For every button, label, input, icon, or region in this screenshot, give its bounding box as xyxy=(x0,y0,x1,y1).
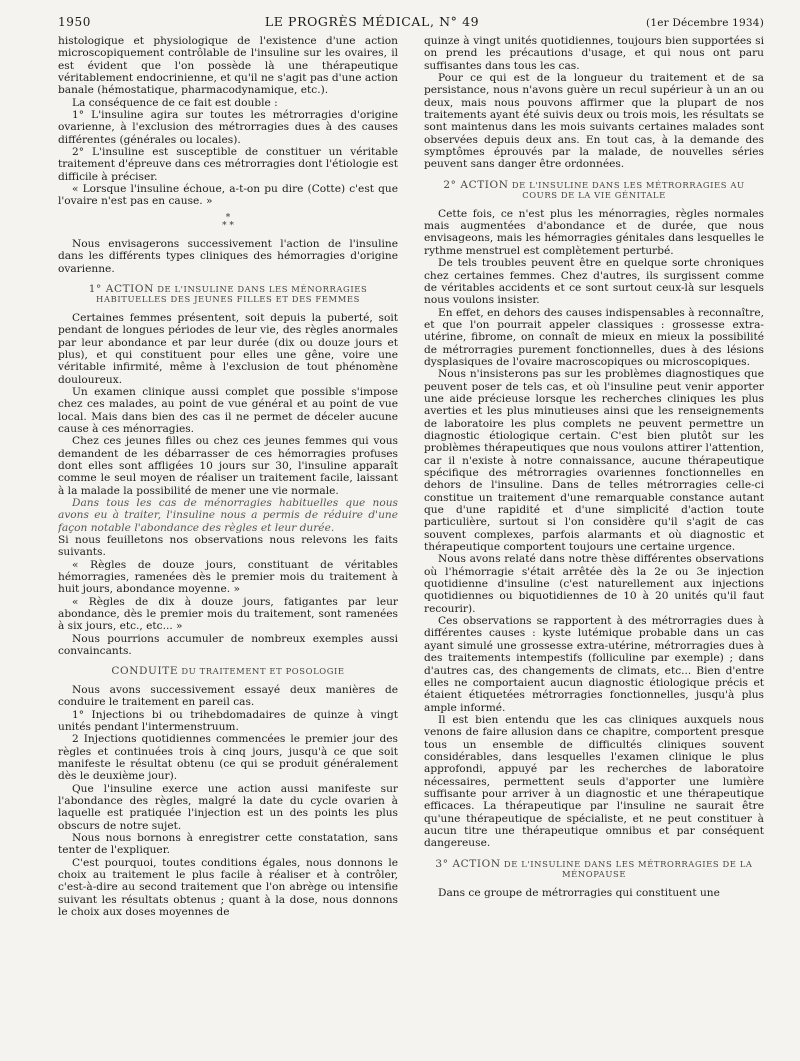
paragraph: Chez ces jeunes filles ou chez ces jeunes femmes qui vous demandent de les débarrasser de ces hémorragies profuses dont elles sont affligées 10 jours sur 30, l'insuline apparaît comme le seul moyen de réaliser un traitement facile, laissant à la malade la possibilité de mener une vie normale. xyxy=(58,435,398,497)
section-heading xyxy=(430,859,758,880)
section-heading-lead: 2° ACTION xyxy=(443,178,509,191)
paragraph: Nous avons successivement essayé deux manières de conduire le traitement en pareil cas. xyxy=(58,683,398,709)
separator-star-bottom: * * xyxy=(222,220,234,231)
paragraph: Cette fois, ce n'est plus les ménorragies, règles normales mais augmentées d'abondance et de durée, que nous envisageons, mais les hémorragies génitales dans lesquelles le rythme menstruel est complètement perturbé. xyxy=(424,207,764,257)
paragraph: quinze à vingt unités quotidiennes, toujours bien supportées si on prend les précautions d'usage, et qui nous ont paru suffisantes dans tous les cas. xyxy=(424,35,764,72)
text-columns xyxy=(58,35,764,1035)
paragraph: De tels troubles peuvent être en quelque sorte chroniques chez certaines femmes. Chez d'autres, ils surgissent comme de véritables accidents et ce sont surtout ceux-là sur lesquels nous voulons insister. xyxy=(424,257,764,307)
running-header xyxy=(58,14,764,29)
paragraph: Que l'insuline exerce une action aussi manifeste sur l'abondance des règles, malgré la date du cycle ovarien à laquelle est pratiquée l'injection est un des points les plus obscurs de notre sujet. xyxy=(58,782,398,832)
paragraph: Ces observations se rapportent à des métrorragies dues à différentes causes : kyste lutémique probable dans un cas ayant simulé une grossesse extra-utérine, métrorragies dues à des traitements intempestifs (folliculine par exemple) ; dans d'autres cas, des changements de climats, etc... Bien d'entre elles ne comportaient aucun diagnostic étiologique précis et étaient étiquetées métrorragies fonctionnelles, jusqu'à plus ample informé. xyxy=(424,615,764,714)
paragraph: histologique et physiologique de l'existence d'une action microscopiquement contrôlable de l'insuline sur les ovaires, il est évident que l'on possède là une thérapeutique véritablement endocrinienne, et qu'il ne s'agit pas d'une action banale (hémostatique, pharmacodynamique, etc.). xyxy=(58,35,398,97)
section-heading-lead: 3° ACTION xyxy=(435,857,501,870)
paragraph: 2 Injections quotidiennes commencées le premier jour des règles et continuées trois à cinq jours, jusqu'à ce que soit manifeste le résultat obtenu (ce qui se produit généralement dès le deuxième jour). xyxy=(58,733,398,783)
paragraph: Si nous feuilletons nos observations nous relevons les faits suivants. xyxy=(58,534,398,559)
paragraph: 2° L'insuline est susceptible de constituer un véritable traitement d'épreuve dans ces métrorragies dont l'étiologie est difficile à préciser. xyxy=(58,146,399,183)
paragraph: La conséquence de ce fait est double : xyxy=(72,96,278,109)
paragraph: Nous avons relaté dans notre thèse différentes observations où l'hémorragie s'était arrêtée dès la 2e ou 3e injection quotidienne d'insuline (c'est naturellement aux injections quotidiennes ou biquotidiennes de 10 à 20 unités qu'il faut recourir). xyxy=(424,553,764,615)
paragraph-italic: Dans tous les cas de ménorragies habituelles que nous avons eu à traiter, l'insuline nous a permis de réduire d'une façon notable l'abondance des règles et leur durée. xyxy=(58,497,398,534)
section-heading xyxy=(430,180,758,201)
section-heading-lead: 1° ACTION xyxy=(88,282,154,295)
section-separator xyxy=(58,214,398,230)
paragraph: « Lorsque l'insuline échoue, a-t-on pu dire (Cotte) c'est que l'ovaire n'est pas en cause. » xyxy=(58,183,398,208)
paragraph: Dans ce groupe de métrorragies qui constituent une xyxy=(438,886,720,899)
right-column xyxy=(424,35,764,1035)
section-heading-text: DE L'INSULINE DANS LES MÉNORRAGIES HABITUELLES DES JEUNES FILLES ET DES FEMMES xyxy=(96,283,368,305)
section-heading-lead: CONDUITE xyxy=(111,665,179,678)
paragraph: 1° Injections bi ou trihebdomadaires de quinze à vingt unités pendant l'intermenstruum. xyxy=(58,708,398,733)
section-heading xyxy=(64,284,392,305)
paragraph: Un examen clinique aussi complet que possible s'impose chez ces malades, au point de vue général et au point de vue local. Mais dans bien des cas il ne permet de déceler aucune cause à ces ménorragies. xyxy=(58,385,398,435)
paragraph: C'est pourquoi, toutes conditions égales, nous donnons le choix au traitement le plus facile à réaliser et à contrôler, c'est-à-dire au second traitement que l'on abrège ou intensifie suivant les résultats obtenus ; quant à la dose, nous donnons le choix aux doses moyennes de xyxy=(58,856,398,919)
section-heading-text: DE L'INSULINE DANS LES MÉTRORRAGIES DE LA MÉNOPAUSE xyxy=(503,858,753,880)
paragraph: Il est bien entendu que les cas cliniques auxquels nous venons de faire allusion dans ce chapitre, comportent presque tous un ensemble de difficultés cliniques souvent considérables, dans lesquelles l'examen clinique le plus approfondi, appuyé par les recherches de laboratoire nécessaires, permettent seuls d'apporter une lumière suffisante pour arriver à un diagnostic et une thérapeutique efficaces. La thérapeutique par l'insuline ne saurait être qu'une thérapeutique de spécialiste, et ne peut constituer à aucun titre une thérapeutique omnibus et par conséquent dangereuse. xyxy=(424,713,764,850)
page-number: 1950 xyxy=(58,15,91,29)
section-heading xyxy=(64,666,392,677)
separator-star-top: * xyxy=(225,212,231,223)
section-heading-text: DE L'INSULINE DANS LES MÉTRORRAGIES AU COURS DE LA VIE GÉNITALE xyxy=(511,179,745,201)
paragraph: 1° L'insuline agira sur toutes les métrorragies d'origine ovarienne, à l'exclusion des métrorragies dues à des causes différentes (générales ou locales). xyxy=(58,109,398,146)
paragraph: Pour ce qui est de la longueur du traitement et de sa persistance, nous n'avons guère un recul supérieur à un an ou deux, mais nous pouvons affirmer que la plupart de nos traitements ayant été suivis deux ou trois mois, les résultats se sont maintenus dans les mois suivants certaines malades sont observées depuis deux ans. En tout cas, à la demande des symptômes éprouvés par la malade, de nouvelles séries peuvent sans danger être ordonnées. xyxy=(424,72,764,171)
issue-date: (1er Décembre 1934) xyxy=(646,17,764,29)
journal-title: LE PROGRÈS MÉDICAL, N° 49 xyxy=(264,14,480,29)
paragraph: Nous n'insisterons pas sur les problèmes diagnostiques que peuvent poser de tels cas, et où l'insuline peut venir apporter une aide précieuse lorsque les recherches cliniques les plus averties et les plus minutieuses ainsi que les renseignements de laboratoire les plus complets ne peuvent permettre un diagnostic étiologique certain. C'est bien plutôt sur les problèmes thérapeutiques que nous voulons attirer l'attention, car il n'existe à notre connaissance, aucune thérapeutique spécifique des métrorragies ovariennes fonctionnelles en dehors de l'insuline. Dans de telles métrorragies celle-ci constitue un traitement d'une remarquable constance autant que d'une rapidité et d'une simplicité d'action toute particulière, surtout si l'on considère qu'il s'agit de cas souvent complexes, parfois alarmants et où diagnostic et thérapeutique comportent toujours une certaine urgence. xyxy=(424,368,764,554)
paragraph: Nous pourrions accumuler de nombreux exemples aussi convaincants. xyxy=(58,632,398,658)
left-column xyxy=(58,35,398,1035)
paragraph: Nous envisagerons successivement l'action de l'insuline dans les différents types cliniques des hémorragies d'origine ovarienne. xyxy=(58,237,398,275)
quoted-observation: « Règles de douze jours, constituant de véritables hémorragies, ramenées dès le premier mois du traitement à huit jours, abondance moyenne. » xyxy=(58,558,398,596)
section-heading-text: DU TRAITEMENT ET POSOLOGIE xyxy=(181,666,345,677)
paragraph: Certaines femmes présentent, soit depuis la puberté, soit pendant de longues périodes de leur vie, des règles anormales par leur abondance et par leur durée (dix ou douze jours et plus), et qui constituent pour elles une gêne, voire une véritable infirmité, même à l'exclusion de tout phénomène douloureux. xyxy=(58,311,398,386)
quoted-observation: « Règles de dix à douze jours, fatigantes par leur abondance, dès le premier mois du traitement, sont ramenées à six jours, etc., etc... » xyxy=(58,595,398,633)
paragraph: Nous nous bornons à enregistrer cette constatation, sans tenter de l'expliquer. xyxy=(58,832,398,857)
paragraph: En effet, en dehors des causes indispensables à reconnaître, et que l'on pourrait appeler classiques : grossesse extra-utérine, fibrome, on connaît de mieux en mieux la possibilité de métrorragies purement fonctionnelles, dues à des lésions dysplasiques de l'ovaire macroscopiques ou microscopiques. xyxy=(424,306,764,368)
